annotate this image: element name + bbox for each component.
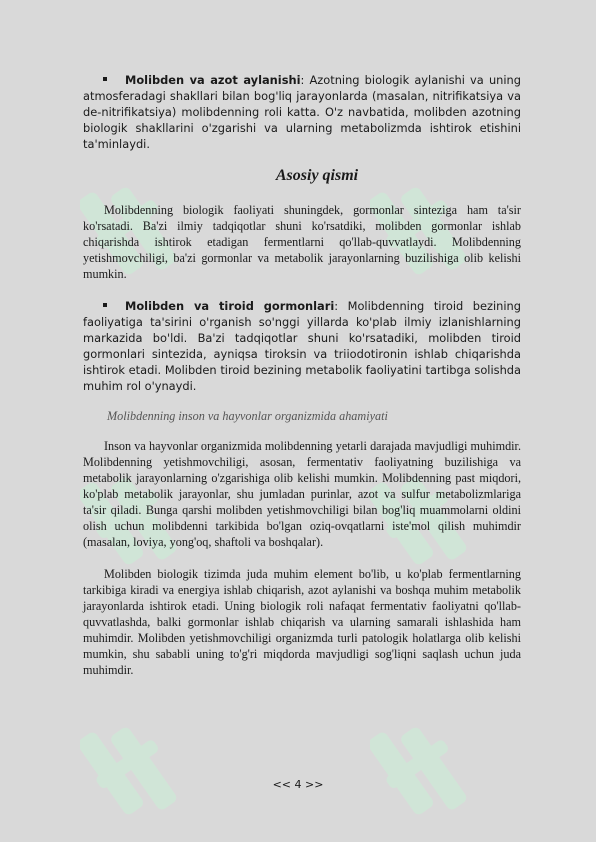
bullet-marker — [103, 303, 107, 307]
bullet-text: : Azotning biologik aylanishi va uning atmosferadagi shakllari bilan bog'liq jarayonlarda (masalan, nitrifikatsiya va de-nitrifikatsiya) molibdenning roli katta. O'z navbatida, molibden azotning biologik shakllarini o'zgarishi va ularning metabolizmda ishtirok etishini ta'minlaydi. — [83, 73, 521, 151]
bullet-text: : Molibdenning tiroid bezining faoliyatiga ta'sirini o'rganish so'nggi yillarda ko'plab ilmiy izlanishlarning markazida bo'ldi. Ba'zi tadqiqotlar shuni ko'rsatadiki, molibden tiroid gormonlari sintezida, ayniqsa tiroksin va triiodotironin ishlab chiqarishda ishtirok etadi. Molibden tiroid bezining metabolik faoliyatini tartibga solishda muhim rol o'ynaydi. — [83, 299, 521, 393]
watermark-logo — [80, 690, 200, 840]
watermark-logo — [370, 690, 490, 840]
section-heading: Asosiy qismi — [275, 167, 359, 184]
bullet-term: Molibden va tiroid gormonlari — [125, 299, 335, 313]
bullet-item — [83, 72, 521, 152]
paragraph: Inson va hayvonlar organizmida molibdenning yetarli darajada mavjudligi muhimdir. Molibdenning yetishmovchiligi, asosan, fermentativ faoliyatning buzilishiga va metabolik jarayonlarning o'zgarishiga olib kelishi mumkin. Molibdenning past miqdori, ko'plab metabolik jarayonlar, shu jumladan purinlar, azot va sulfur metabolizmlariga ta'sir qiladi. Bunga qarshi molibden yetishmovchiligi bilan bog'liq muammolarni oldini olish uchun molibdenni tarkibida bo'lgan oziq-ovqatlarni iste'mol qilish muhimdir (masalan, loviya, yong'oq, shaftoli va boshqalar). — [83, 439, 521, 549]
bullet-marker — [103, 77, 107, 81]
subheading: Molibdenning inson va hayvonlar organizmida ahamiyati — [107, 409, 388, 423]
page-number: << 4 >> — [272, 778, 324, 791]
paragraph: Molibden biologik tizimda juda muhim element bo'lib, u ko'plab fermentlarning tarkibiga kiradi va energiya ishlab chiqarish, azot aylanishi va boshqa muhim metabolik jarayonlarda ishtirok etadi. Uning biologik roli nafaqat fermentativ faoliyatni qo'llab-quvvatlashda, balki gormonlar ishlab chiqarish va ularning samarali ishlashida ham muhimdir. Molibden yetishmovchiligi organizmda turli patologik holatlarga olib kelishi mumkin, shu sababli uning to'g'ri miqdorda mavjudligi sog'liqni saqlash uchun juda muhimdir. — [83, 567, 521, 677]
document-body — [83, 72, 521, 678]
bullet-term: Molibden va azot aylanishi — [125, 73, 301, 87]
paragraph: Molibdenning biologik faoliyati shuningdek, gormonlar sinteziga ham ta'sir ko'rsatadi. Ba'zi ilmiy tadqiqotlar shuni ko'rsatdiki, molibden gormonlar ishlab chiqarishda ishtirok etadigan fermentlarni qo'llab-quvvatlaydi. Molibdenning yetishmovchiligi, ba'zi gormonlar va metabolik jarayonlarning buzilishiga olib kelishi mumkin. — [83, 203, 521, 281]
bullet-item — [83, 298, 521, 394]
